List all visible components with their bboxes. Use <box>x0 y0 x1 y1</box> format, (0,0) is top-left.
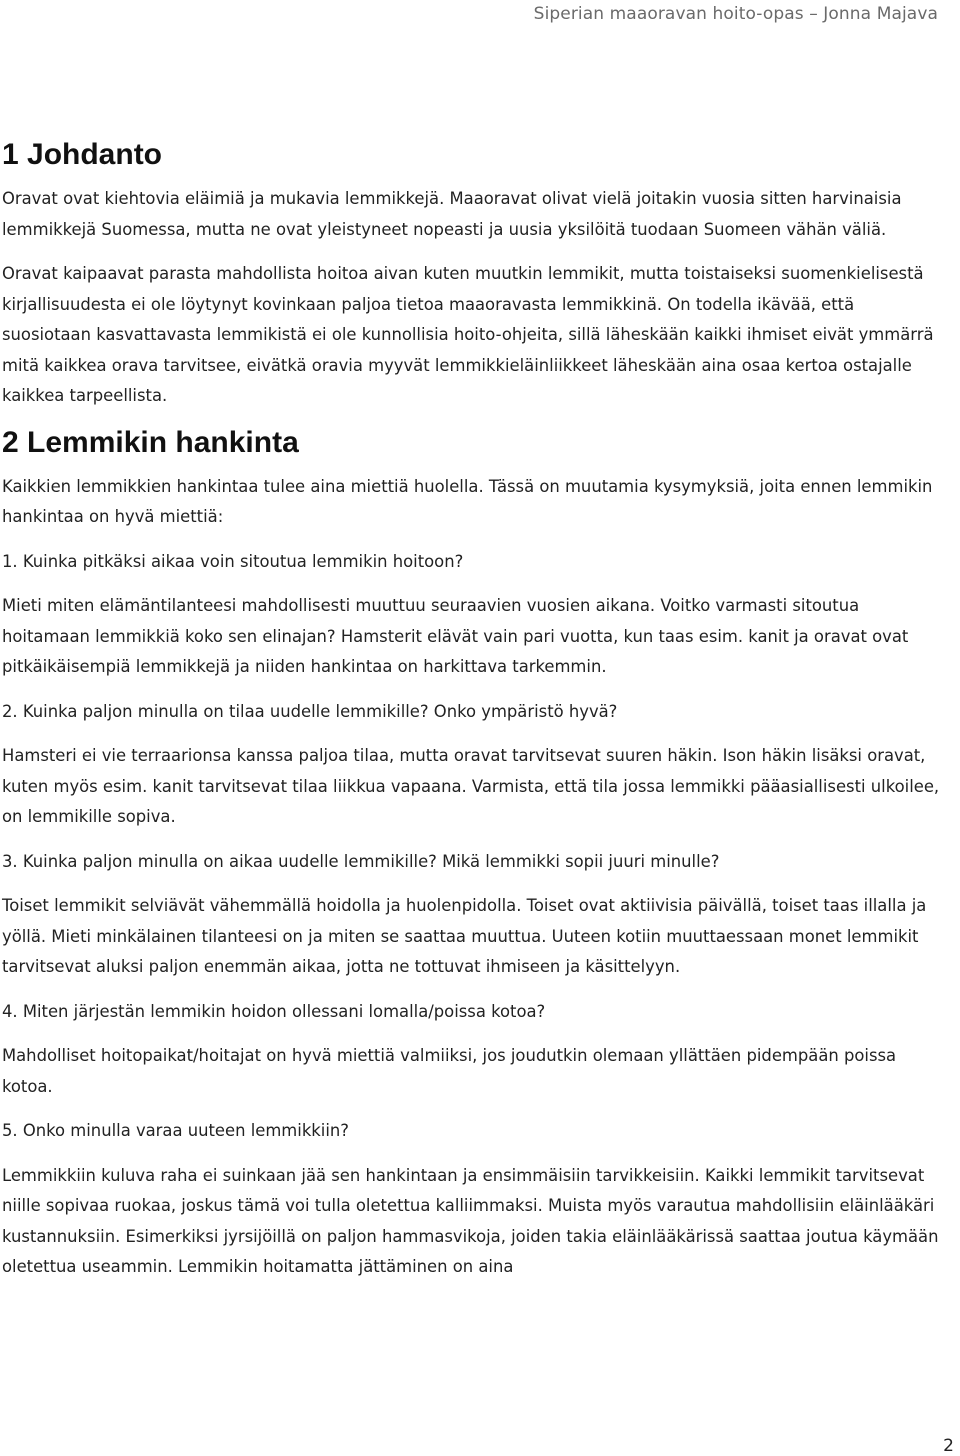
document-body <box>2 138 942 1297</box>
section-heading-lemmikin-hankinta: 2 Lemmikin hankinta <box>2 425 299 459</box>
answer-3: Toiset lemmikit selviävät vähemmällä hoidolla ja huolenpidolla. Toiset ovat aktiivisia päivällä, toiset taas illalla ja yöllä. Mieti minkälainen tilanteesi on ja miten se saattaa muuttua. Uuteen kotiin muuttaessaan monet lemmikit tarvitsevat aluksi paljon enemmän aikaa, jotta ne tottuvat ihmiseen ja käsittelyyn. <box>2 896 927 976</box>
paragraph-intro-1: Oravat ovat kiehtovia eläimiä ja mukavia lemmikkejä. Maaoravat olivat vielä joitakin vuosia sitten harvinaisia lemmikkejä Suomessa, mutta ne ovat yleistyneet nopeasti ja uusia yksilöitä tuodaan Suomeen vähän väliä. <box>2 189 902 239</box>
paragraph-hankinta-intro: Kaikkien lemmikkien hankintaa tulee aina miettiä huolella. Tässä on muutamia kysymyksiä, joita ennen lemmikin hankintaa on hyvä miettiä: <box>2 476 933 526</box>
running-header: Siperian maaoravan hoito-opas – Jonna Majava <box>533 4 938 24</box>
question-3: 3. Kuinka paljon minulla on aikaa uudelle lemmikille? Mikä lemmikki sopii juuri minulle? <box>2 851 720 871</box>
question-2: 2. Kuinka paljon minulla on tilaa uudelle lemmikille? Onko ympäristö hyvä? <box>2 701 618 721</box>
question-4: 4. Miten järjestän lemmikin hoidon ollessani lomalla/poissa kotoa? <box>2 1001 546 1021</box>
answer-2: Hamsteri ei vie terraarionsa kanssa paljoa tilaa, mutta oravat tarvitsevat suuren häkin. Ison häkin lisäksi oravat, kuten myös esim. kanit tarvitsevat tilaa liikkua vapaana. Varmista, että tila jossa lemmikki pääasiallisesti ulkoilee, on lemmikille sopiva. <box>2 746 940 826</box>
question-5: 5. Onko minulla varaa uuteen lemmikkiin? <box>2 1121 349 1140</box>
answer-1: Mieti miten elämäntilanteesi mahdollisesti muuttuu seuraavien vuosien aikana. Voitko varmasti sitoutua hoitamaan lemmikkiä koko sen elinajan? Hamsterit elävät vain pari vuotta, kun taas esim. kanit ja oravat ovat pitkäikäisempiä lemmikkejä ja niiden hankintaa on harkittava tarkemmin. <box>2 596 909 676</box>
answer-5: Lemmikkiin kuluva raha ei suinkaan jää sen hankintaan ja ensimmäisiin tarvikkeisiin. Kaikki lemmikit tarvitsevat niille sopivaa ruokaa, joskus tämä voi tulla oletettua kalliimmaksi. Muista myös varautua mahdollisiin eläinlääkäri kustannuksiin. Esimerkiksi jyrsijöillä on paljon hammasvikoja, joiden takia eläinlääkärissä saattaa joutua käymään oletettua useammin. Lemmikin hoitamatta jättäminen on aina <box>2 1165 939 1276</box>
question-1: 1. Kuinka pitkäksi aikaa voin sitoutua lemmikin hoitoon? <box>2 551 464 571</box>
paragraph-intro-2: Oravat kaipaavat parasta mahdollista hoitoa aivan kuten muutkin lemmikit, mutta toistaiseksi suomenkielisestä kirjallisuudesta ei ole löytynyt kovinkaan paljoa tietoa maaoravasta lemmikkinä. On todella ikävää, että suosiotaan kasvattavasta lemmikistä ei ole kunnollisia hoito-ohjeita, sillä läheskään kaikki ihmiset eivät ymmärrä mitä kaikkea orava tarvitsee, eivätkä oravia myyvät lemmikkieläinliikkeet läheskään aina osaa kertoa ostajalle kaikkea tarpeellista. <box>2 264 934 405</box>
page-number: 2 <box>943 1436 954 1456</box>
section-heading-johdanto: 1 Johdanto <box>2 138 163 171</box>
answer-4: Mahdolliset hoitopaikat/hoitajat on hyvä miettiä valmiiksi, jos joudutkin olemaan yllättäen pidempään poissa kotoa. <box>2 1046 897 1096</box>
